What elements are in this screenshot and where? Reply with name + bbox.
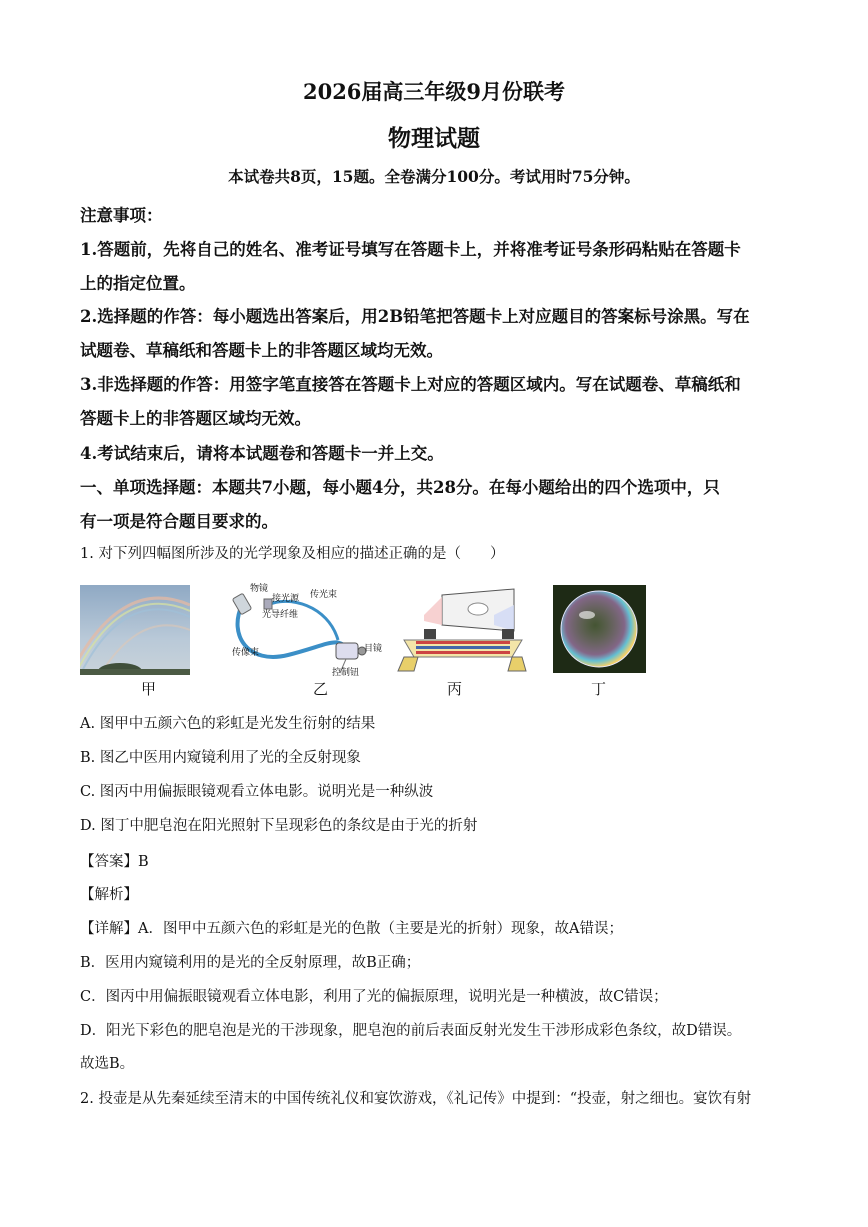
figure-caption-yi: 乙	[313, 680, 329, 698]
endoscope-diagram	[228, 584, 383, 678]
option-b: B. 图乙中医用内窥镜利用了光的全反射现象	[80, 750, 361, 766]
notice-line: 4.考试结束后，请将本试题卷和答题卡一并上交。	[80, 444, 444, 463]
option-d: D. 图丁中肥皂泡在阳光照射下呈现彩色的条纹是由于光的折射	[80, 818, 478, 834]
rainbow-image	[80, 585, 190, 675]
explanation-line: 故选B。	[80, 1056, 135, 1072]
section-heading: 有一项是符合题目要求的。	[80, 512, 278, 531]
analysis-label: 【解析】	[80, 887, 138, 903]
option-a: A. 图甲中五颜六色的彩虹是光发生衍射的结果	[80, 716, 376, 732]
notice-line: 上的指定位置。	[80, 274, 196, 293]
notice-line: 答题卡上的非答题区域均无效。	[80, 409, 311, 428]
notice-line: 3.非选择题的作答：用签字笔直接答在答题卡上对应的答题区域内。写在试题卷、草稿纸和	[80, 375, 741, 394]
question-2-stem: 2. 投壶是从先秦延续至清末的中国传统礼仪和宴饮游戏，《礼记传》中提到：“投壶，射之细也。宴饮有射	[80, 1091, 752, 1107]
exam-title: 2026届高三年级9月份联考	[302, 79, 566, 104]
answer: 【答案】B	[80, 854, 149, 870]
notice-heading: 注意事项：	[80, 206, 163, 225]
label-light-source: 接光源	[272, 594, 300, 604]
explanation-line: C．图丙中用偏振眼镜观看立体电影，利用了光的偏振原理，说明光是一种横波，故C错误；	[80, 989, 668, 1005]
soap-bubble-image	[553, 585, 646, 675]
section-heading: 一、单项选择题：本题共7小题，每小题4分，共28分。在每小题给出的四个选项中，只	[80, 478, 720, 497]
label-objective: 物镜	[250, 584, 269, 594]
figure-caption-ding: 丁	[591, 680, 607, 698]
notice-line: 试题卷、草稿纸和答题卡上的非答题区域均无效。	[80, 341, 443, 360]
figure-caption-jia: 甲	[141, 680, 157, 698]
subject-title: 物理试题	[388, 125, 480, 152]
label-fiber: 光导纤维	[262, 610, 299, 620]
notice-line: 1.答题前，先将自己的姓名、准考证号填写在答题卡上，并将准考证号条形码粘贴在答题卡	[80, 240, 741, 259]
label-eyepiece: 目镜	[364, 644, 383, 654]
question-1-stem: 1. 对下列四幅图所涉及的光学现象及相应的描述正确的是（ ）	[80, 546, 505, 562]
option-c: C. 图丙中用偏振眼镜观看立体电影。说明光是一种纵波	[80, 784, 434, 800]
label-image-bundle: 传像束	[232, 648, 260, 658]
exam-info: 本试卷共8页，15题。全卷满分100分。考试用时75分钟。	[228, 167, 640, 186]
notice-line: 2.选择题的作答：每小题选出答案后，用2B铅笔把答题卡上对应题目的答案标号涂黑。写在	[80, 307, 750, 326]
cinema-3d-diagram	[394, 585, 532, 675]
explanation-line: D．阳光下彩色的肥皂泡是光的干涉现象，肥皂泡的前后表面反射光发生干涉形成彩色条纹，故D错误。	[80, 1023, 742, 1039]
explanation-line: B．医用内窥镜利用的是光的全反射原理，故B正确；	[80, 955, 421, 971]
label-control-knob: 控制钮	[332, 668, 360, 678]
label-light-bundle: 传光束	[310, 590, 338, 600]
explanation-line: 【详解】A．图甲中五颜六色的彩虹是光的色散（主要是光的折射）现象，故A错误；	[80, 921, 623, 937]
figure-caption-bing: 丙	[447, 680, 463, 698]
